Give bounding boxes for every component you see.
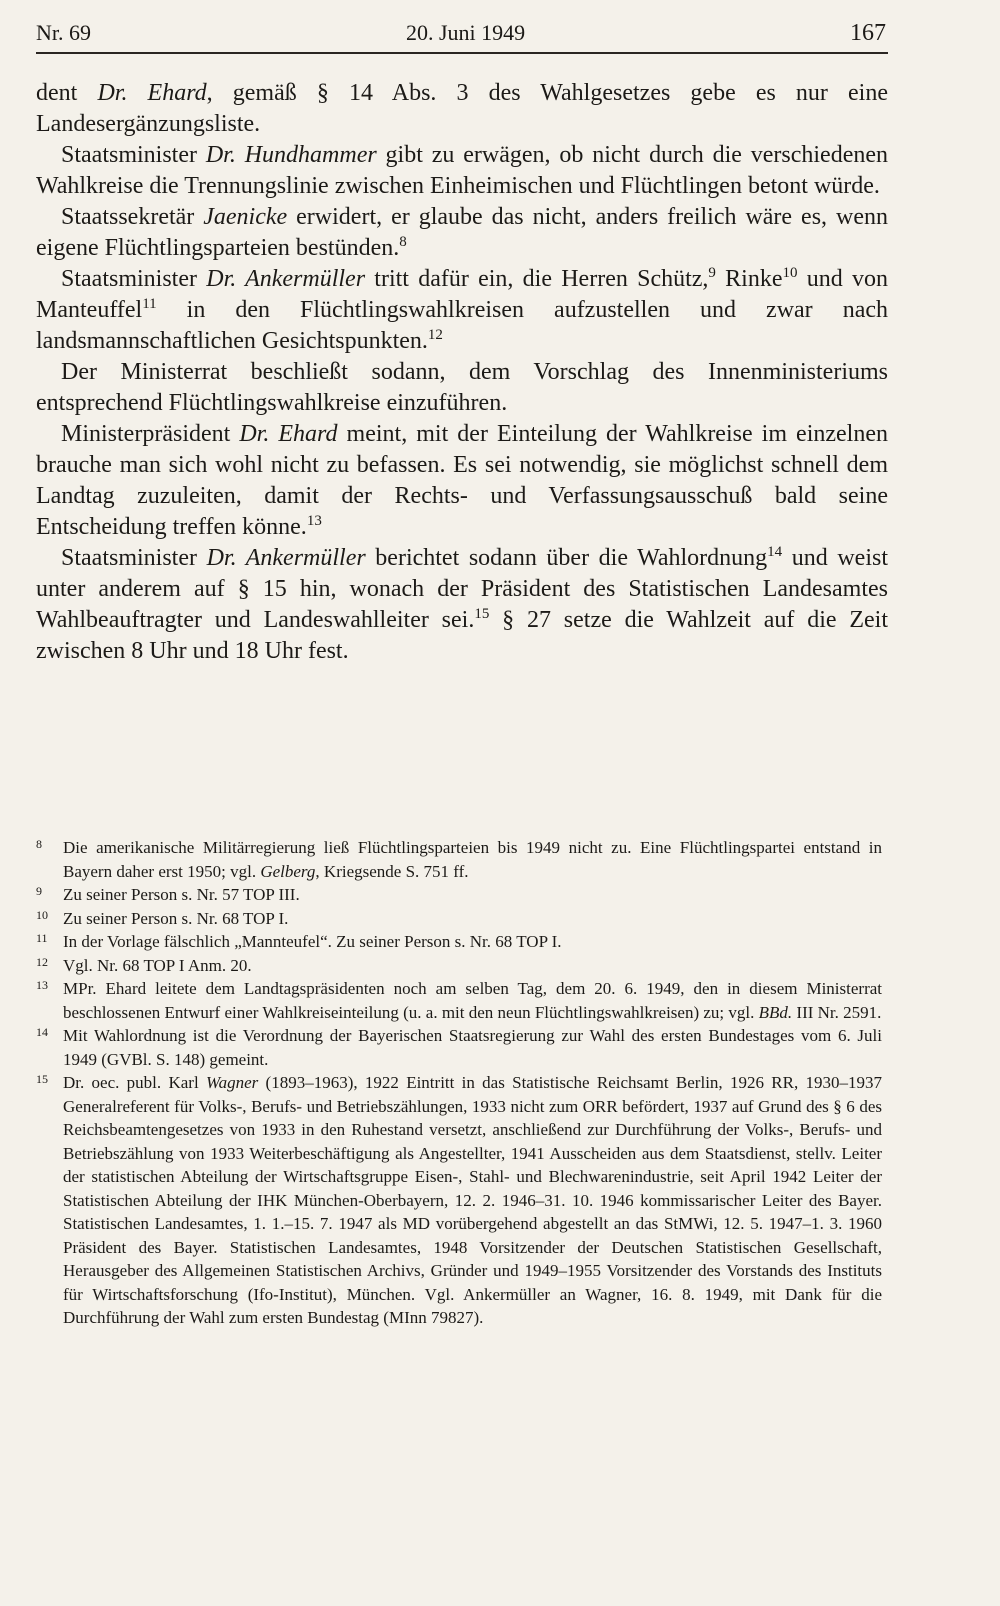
footnote-number: 8 xyxy=(36,837,42,851)
text-span: Staatssekretär xyxy=(61,204,204,230)
text-span: Die amerikanische Militärregierung ließ Flüchtlingsparteien bis 1949 nicht zu. Eine Flüchtlingspartei entstand in Bayern daher erst 1950; vgl. xyxy=(63,838,882,881)
text-span: Der Ministerrat beschließt sodann, dem Vorschlag des Innenministeriums entsprechend Flüchtlingswahlkreise einzuführen. xyxy=(36,359,888,416)
text-span: dent xyxy=(36,80,98,106)
footnote-10 xyxy=(36,907,882,931)
footnote-ref: 11 xyxy=(142,296,157,312)
footnotes xyxy=(36,836,882,1330)
text-span: Dr. oec. publ. Karl xyxy=(63,1073,206,1092)
footnote-number: 13 xyxy=(36,978,48,992)
paragraph-3 xyxy=(36,202,888,264)
text-span: , Kriegsende S. 751 ff. xyxy=(315,861,469,881)
text-span: berichtet sodann über die Wahlordnung xyxy=(365,545,768,571)
footnote-number: 15 xyxy=(36,1072,48,1086)
text-span: In der Vorlage fälschlich „Mannteufel“. Zu seiner Person s. Nr. 68 TOP I. xyxy=(63,932,562,951)
person-name: Wagner xyxy=(205,1073,259,1092)
footnote-ref: 12 xyxy=(427,327,443,343)
footnote-13 xyxy=(36,977,882,1024)
footnote-number: 14 xyxy=(36,1025,48,1039)
footnote-ref: 14 xyxy=(767,544,783,560)
footnote-number: 9 xyxy=(36,884,42,898)
header-rule xyxy=(36,52,888,54)
text-span: in den Flüchtlingswahlkreisen aufzustellen und zwar nach landsmannschaftlichen Gesichtspunkten. xyxy=(36,297,888,354)
text-span: Staatsminister xyxy=(61,142,206,168)
paragraph-1 xyxy=(36,78,888,140)
document-number: Nr. 69 xyxy=(36,20,91,45)
text-span: (1893–1963), 1922 Eintritt in das Statistische Reichsamt Berlin, 1926 RR, 1930–1937 Generalreferent für Volks-, Berufs- und Betriebszählungen, 1933 nicht zum ORR befördert, 1937 auf Grund des § 6 des Reichsbeamtengesetzes von 1933 in den Ruhestand versetzt, anschließend zur Durchführung der Volks-, Berufs- und Betriebszählung von 1933 Weiterbeschäftigung als Angestellter, 1941 Ausscheiden aus dem Staatsdienst, stellv. Leiter der statistischen Abteilung der Wirtschaftsgruppe Eisen-, Stahl- und Blechwarenindustrie, seit April 1942 Leiter der Statistischen Abteilung der IHK München-Oberbayern, 12. 2. 1946–31. 10. 1946 kommissarischer Leiter des Bayer. Statistischen Landesamtes, 1. 1.–15. 7. 1947 als MD vorübergehend abgestellt an das StMWi, 12. 5. 1947–1. 3. 1960 Präsident des Bayer. Statistischen Landesamtes, 1948 Vorsitzender der Deutschen Statistischen Gesellschaft, Herausgeber des Allgemeinen Statistischen Archivs, Gründer und 1949–1955 Vorsitzender des Vorstands des Instituts für Wirtschaftsforschung (Ifo-Institut), München. Vgl. Ankermüller an Wagner, 16. 8. 1949, mit Dank für die Durchführung der Wahl zum ersten Bundestag (MInn 79827). xyxy=(63,1073,882,1327)
citation-source: BBd. xyxy=(758,1002,793,1022)
text-span: , gemäß § 14 Abs. 3 des Wahlgesetzes gebe es nur eine Landesergänzungsliste. xyxy=(36,80,888,137)
paragraph-7 xyxy=(36,543,888,667)
footnote-ref: 15 xyxy=(474,606,490,622)
footnote-11 xyxy=(36,930,882,954)
footnote-ref: 8 xyxy=(399,234,407,250)
text-span: Rinke xyxy=(715,266,783,292)
text-span: meint, mit der Einteilung der Wahlkreise im einzelnen brauche man sich wohl nicht zu befassen. Es sei notwendig, sie möglichst schnell dem Landtag zuzuleiten, damit der Rechts- und Verfassungsausschuß bald seine Entscheidung treffen könne. xyxy=(36,421,888,540)
text-span: und weist unter anderem auf § 15 hin, wonach der Präsident des Statistischen Landesamtes Wahlbeauftragter und Landeswahlleiter sei. xyxy=(36,545,889,633)
footnote-ref: 9 xyxy=(708,265,716,281)
text-span: erwidert, er glaube das nicht, anders freilich wäre es, wenn eigene Flüchtlingsparteien bestünden. xyxy=(36,204,888,261)
footnote-8 xyxy=(36,836,882,883)
speaker-name: Jaenicke xyxy=(203,204,288,230)
text-span: Zu seiner Person s. Nr. 57 TOP III. xyxy=(63,885,300,904)
paragraph-2 xyxy=(36,140,888,202)
text-span: MPr. Ehard leitete dem Landtagspräsidenten noch am selben Tag, dem 20. 6. 1949, den in diesem Ministerrat beschlossenen Entwurf einer Wahlkreiseinteilung (u. a. mit den neun Flüchtlingswahlkreisen) zu; vgl. xyxy=(63,979,882,1022)
text-span: Mit Wahlordnung ist die Verordnung der Bayerischen Staatsregierung zur Wahl des ersten Bundestages vom 6. Juli 1949 (GVBl. S. 148) gemeint. xyxy=(63,1026,882,1069)
text-span: Vgl. Nr. 68 TOP I Anm. 20. xyxy=(63,955,252,975)
footnote-14 xyxy=(36,1024,882,1071)
footnote-ref: 10 xyxy=(782,265,798,281)
main-text xyxy=(36,78,888,667)
footnote-15 xyxy=(36,1071,882,1330)
header-date: 20. Juni 1949 xyxy=(406,20,526,45)
speaker-name: Dr. Ehard xyxy=(239,421,338,447)
citation-author: Gelberg xyxy=(260,861,316,881)
text-span: § 27 setze die Wahlzeit auf die Zeit zwischen 8 Uhr und 18 Uhr fest. xyxy=(36,607,889,664)
text-span: und von Manteuffel xyxy=(36,266,888,323)
speaker-name: Dr. Ehard xyxy=(97,80,207,106)
text-span: gibt zu erwägen, ob nicht durch die verschiedenen Wahlkreise die Trennungslinie zwischen Einheimischen und Flüchtlingen betont würde. xyxy=(36,142,889,199)
speaker-name: Dr. Ankermüller xyxy=(206,545,366,571)
text-span: Ministerpräsident xyxy=(61,421,240,447)
paragraph-6 xyxy=(36,419,888,543)
text-span: tritt dafür ein, die Herren Schütz, xyxy=(365,266,709,292)
speaker-name: Dr. Hundhammer xyxy=(205,142,377,168)
text-span: Staatsminister xyxy=(61,545,207,571)
footnote-9 xyxy=(36,883,882,907)
text-span: Zu seiner Person s. Nr. 68 TOP I. xyxy=(63,908,289,928)
text-span: III Nr. 2591. xyxy=(792,1002,882,1022)
footnote-number: 10 xyxy=(36,907,48,922)
paragraph-5 xyxy=(36,357,888,419)
speaker-name: Dr. Ankermüller xyxy=(206,266,366,292)
footnote-ref: 13 xyxy=(306,513,322,529)
footnote-12 xyxy=(36,954,882,978)
paragraph-4 xyxy=(36,264,888,357)
page-number: 167 xyxy=(850,20,886,46)
text-span: Staatsminister xyxy=(61,266,207,292)
running-header xyxy=(36,14,886,50)
footnote-number: 12 xyxy=(36,954,48,969)
footnote-number: 11 xyxy=(36,931,48,945)
